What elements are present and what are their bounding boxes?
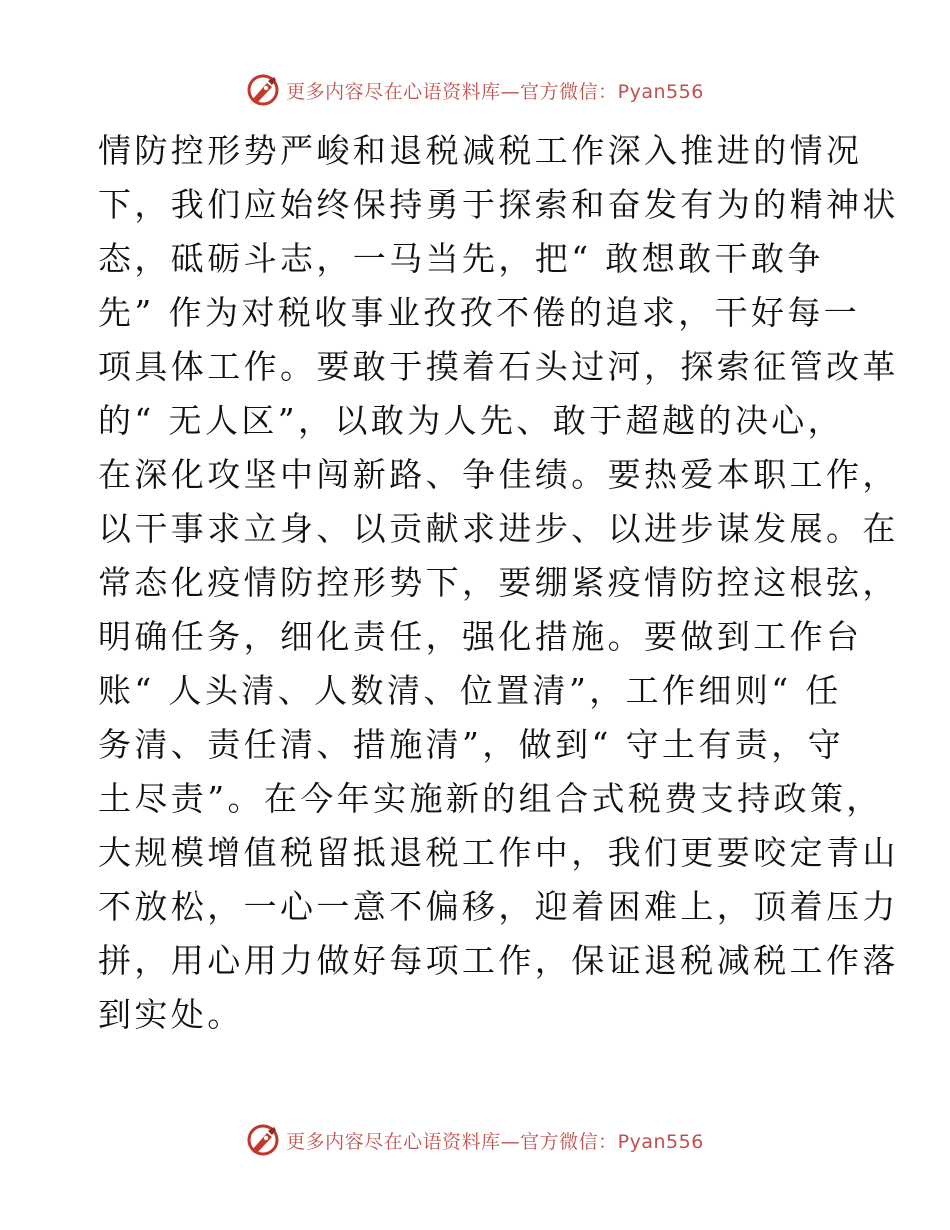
text-line: 大规模增值税留抵退税工作中，我们更要咬定青山 bbox=[98, 833, 899, 872]
text-line: 的“ 无人区”，以敢为人先、敢于超越的决心， bbox=[98, 401, 845, 440]
text-line: 先” 作为对税收事业孜孜不倦的追求，干好每一 bbox=[98, 293, 861, 332]
footer-banner-text: 更多内容尽在心语资料库—官方微信：Pyan556 bbox=[286, 1130, 704, 1153]
text-line: 情防控形势严峻和退税减税工作深入推进的情况 bbox=[98, 131, 863, 170]
text-line: 项具体工作。要敢于摸着石头过河，探索征管改革 bbox=[98, 347, 899, 386]
text-line: 常态化疫情防控形势下，要绷紧疫情防控这根弦， bbox=[98, 563, 899, 602]
text-line: 明确任务，细化责任，强化措施。要做到工作台 bbox=[98, 617, 863, 656]
pen-nib-logo-icon bbox=[246, 1123, 280, 1157]
text-line: 态，砥砺斗志，一马当先，把“ 敢想敢干敢争 bbox=[98, 239, 824, 278]
text-line: 在深化攻坚中闯新路、争佳绩。要热爱本职工作， bbox=[98, 455, 899, 494]
text-line: 务清、责任清、措施清”，做到“ 守土有责，守 bbox=[98, 725, 845, 764]
text-line: 拼，用心用力做好每项工作，保证退税减税工作落 bbox=[98, 941, 899, 980]
pen-nib-logo-icon bbox=[246, 73, 280, 107]
text-line: 土尽责”。在今年实施新的组合式税费支持政策， bbox=[98, 779, 883, 818]
text-line: 以干事求立身、以贡献求进步、以进步谋发展。在 bbox=[98, 509, 899, 548]
footer-banner bbox=[0, 1118, 950, 1162]
text-line: 下，我们应始终保持勇于探索和奋发有为的精神状 bbox=[98, 185, 899, 224]
text-line: 到实处。 bbox=[98, 995, 244, 1034]
header-banner-text: 更多内容尽在心语资料库—官方微信：Pyan556 bbox=[286, 80, 704, 103]
text-line: 账“ 人头清、人数清、位置清”，工作细则“ 任 bbox=[98, 671, 842, 710]
document-body bbox=[98, 124, 899, 1042]
text-line: 不放松，一心一意不偏移，迎着困难上，顶着压力 bbox=[98, 887, 899, 926]
header-banner bbox=[0, 68, 950, 112]
